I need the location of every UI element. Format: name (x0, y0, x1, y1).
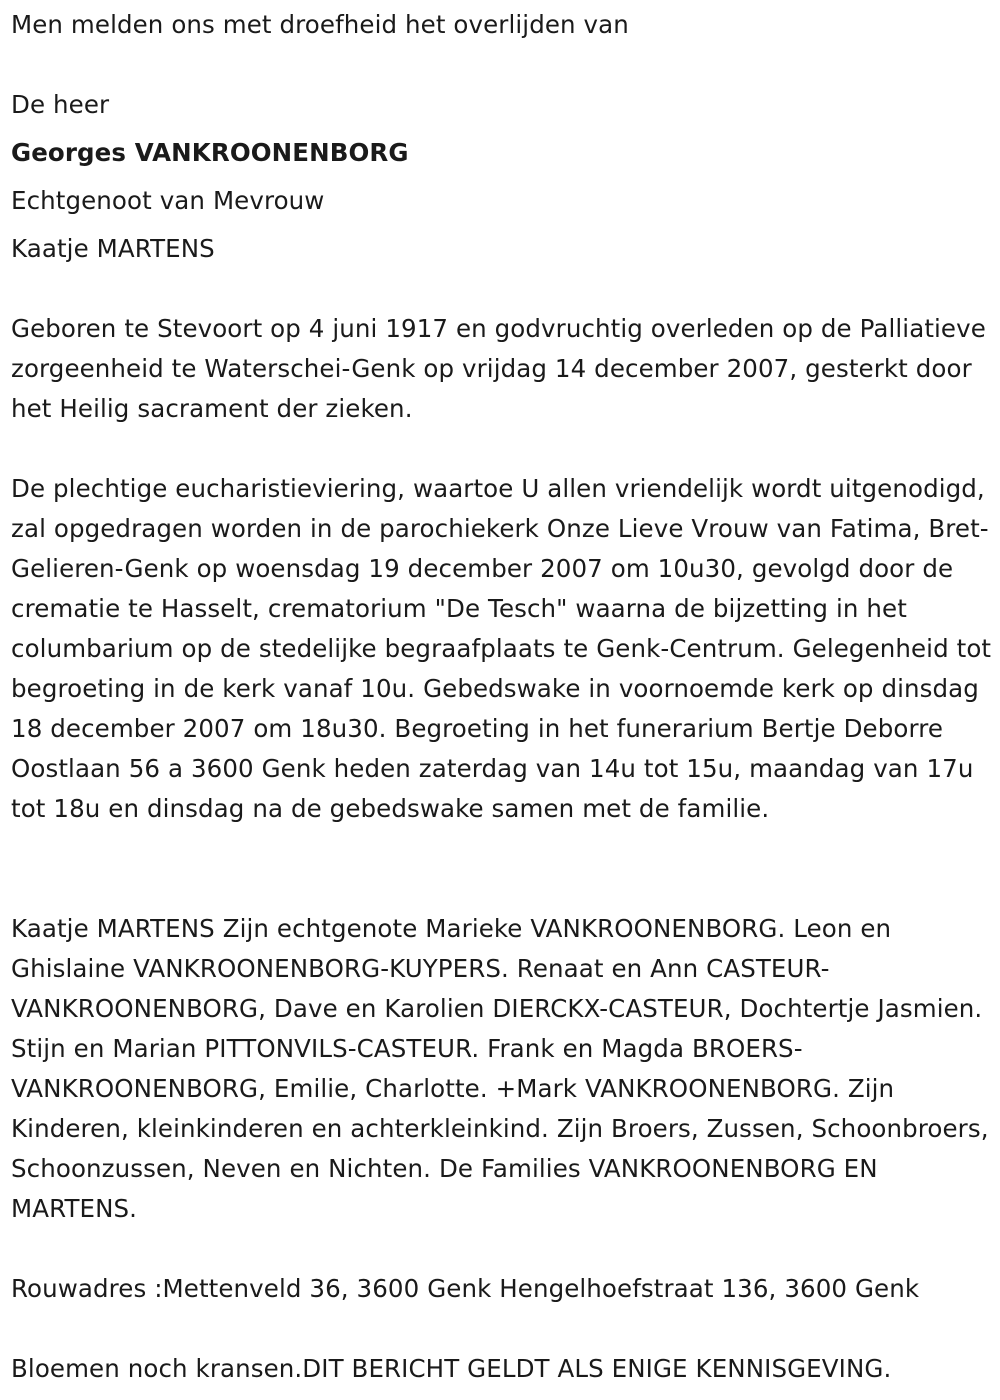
family-paragraph: Kaatje MARTENS Zijn echtgenote Marieke VANKROONENBORG. Leon en Ghislaine VANKROONENBORG-KUYPERS. Renaat en Ann CASTEUR-VANKROONENBORG, Dave en Karolien DIERCKX-CASTEUR, Dochtertje Jasmien. Stijn en Marian PITTONVILS-CASTEUR. Frank en Magda BROERS-VANKROONENBORG, Emilie, Charlotte. +Mark VANKROONENBORG. Zijn Kinderen, kleinkinderen en achterkleinkind. Zijn Broers, Zussen, Schoonbroers, Schoonzussen, Neven en Nichten. De Families VANKROONENBORG EN MARTENS. (11, 914, 989, 1223)
salutation: De heer (11, 90, 110, 119)
spouse-label: Echtgenoot van Mevrouw (11, 186, 325, 215)
ceremony-paragraph: De plechtige eucharistieviering, waartoe U allen vriendelijk wordt uitgenodigd, zal opgedragen worden in de parochiekerk Onze Lieve Vrouw van Fatima, Bret-Gelieren-Genk op woensdag 19 december 2007 om 10u30, gevolgd door de crematie te Hasselt, crematorium "De Tesch" waarna de bijzetting in het columbarium op de stedelijke begraafplaats te Genk-Centrum. Gelegenheid tot begroeting in de kerk vanaf 10u. Gebedswake in voornoemde kerk op dinsdag 18 december 2007 om 18u30. Begroeting in het funerarium Bertje Deborre Oostlaan 56 a 3600 Genk heden zaterdag van 14u tot 15u, maandag van 17u tot 18u en dinsdag na de gebedswake samen met de familie. (11, 474, 992, 823)
intro-line: Men melden ons met droefheid het overlijden van (11, 10, 629, 39)
closing-notice: Bloemen noch kransen.DIT BERICHT GELDT ALS ENIGE KENNISGEVING. (11, 1354, 892, 1383)
birth-death-paragraph: Geboren te Stevoort op 4 juni 1917 en godvruchtig overleden op de Palliatieve zorgeenheid te Waterschei-Genk op vrijdag 14 december 2007, gesterkt door het Heilig sacrament der zieken. (11, 314, 986, 423)
mourning-address: Rouwadres :Mettenveld 36, 3600 Genk Hengelhoefstraat 136, 3600 Genk (11, 1274, 920, 1303)
spouse-name: Kaatje MARTENS (11, 234, 215, 263)
deceased-name: Georges VANKROONENBORG (11, 138, 409, 167)
